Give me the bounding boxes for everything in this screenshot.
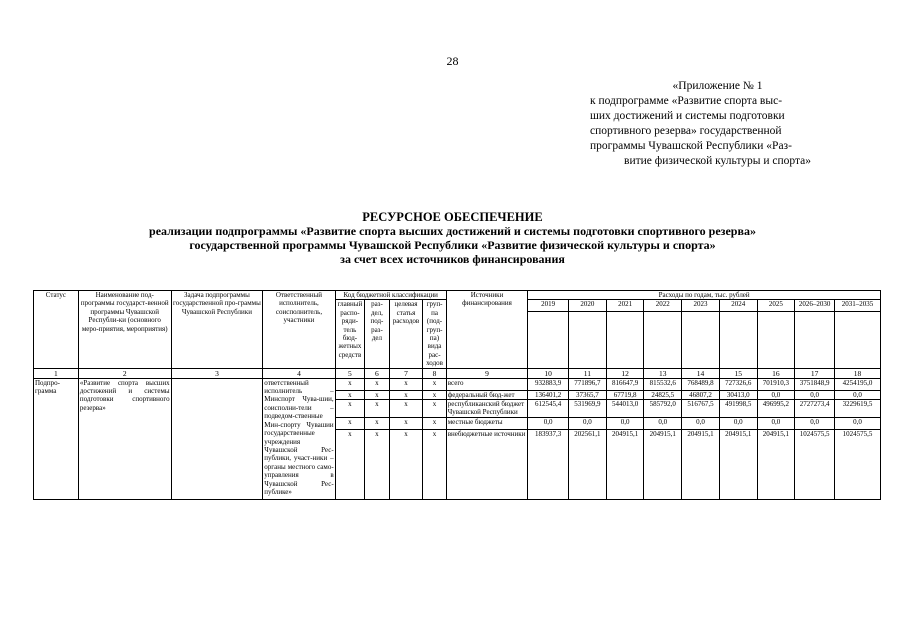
header-budget-target: целевая статья расходов [389, 300, 423, 368]
value-cell: 932883,9 [528, 378, 569, 390]
value-cell: 1024575,5 [795, 429, 835, 499]
value-cell: 0,0 [795, 390, 835, 399]
column-number: 2 [78, 368, 171, 378]
code-cell: x [365, 378, 389, 390]
source-cell: внебюджетные источники [446, 429, 528, 499]
code-cell: x [423, 390, 446, 399]
column-number: 9 [446, 368, 528, 378]
value-cell: 0,0 [757, 390, 795, 399]
value-cell: 491998,5 [719, 400, 757, 418]
value-cell: 0,0 [528, 417, 569, 429]
value-cell: 531969,9 [569, 400, 607, 418]
document-title [0, 210, 905, 266]
code-cell: x [389, 400, 423, 418]
header-year: 2026–2030 [795, 300, 835, 311]
value-cell: 0,0 [795, 417, 835, 429]
value-cell: 0,0 [719, 417, 757, 429]
value-cell: 67719,8 [606, 390, 644, 399]
value-cell: 768489,8 [682, 378, 720, 390]
header-year: 2019 [528, 300, 569, 311]
value-cell: 0,0 [682, 417, 720, 429]
value-cell: 46807,2 [682, 390, 720, 399]
code-cell: x [335, 378, 365, 390]
value-cell: 612545,4 [528, 400, 569, 418]
code-cell: x [423, 378, 446, 390]
status-cell: Подпро-грамма [34, 378, 79, 499]
code-cell: x [389, 378, 423, 390]
column-number: 17 [795, 368, 835, 378]
column-number: 13 [644, 368, 682, 378]
appendix-body-line: программы Чувашской Республики «Раз- [590, 140, 792, 152]
value-cell: 202561,1 [569, 429, 607, 499]
appendix-body-line: к подпрограмме «Развитие спорта выс- [590, 95, 783, 107]
value-cell: 544013,0 [606, 400, 644, 418]
value-cell: 2727273,4 [795, 400, 835, 418]
value-cell: 204915,1 [719, 429, 757, 499]
appendix-body-line: витие физической культуры и спорта» [624, 155, 811, 167]
column-number: 15 [719, 368, 757, 378]
value-cell: 204915,1 [644, 429, 682, 499]
column-number: 7 [389, 368, 423, 378]
value-cell: 0,0 [606, 417, 644, 429]
header-status: Статус [34, 291, 79, 369]
value-cell: 136401,2 [528, 390, 569, 399]
column-number: 16 [757, 368, 795, 378]
value-cell: 0,0 [757, 417, 795, 429]
resource-table [33, 290, 881, 500]
code-cell: x [389, 429, 423, 499]
value-cell: 0,0 [835, 390, 881, 399]
value-cell: 0,0 [644, 417, 682, 429]
header-year: 2031–2035 [835, 300, 881, 311]
header-budget-section: раз-дел, под-раз-дел [365, 300, 389, 368]
header-year: 2022 [644, 300, 682, 311]
title-state-program: государственной программы Чувашской Республики «Развитие физической культуры и спорта» [189, 238, 716, 252]
code-cell: x [389, 417, 423, 429]
source-cell: всего [446, 378, 528, 390]
task-cell [171, 378, 263, 499]
header-year: 2020 [569, 300, 607, 311]
value-cell: 516767,5 [682, 400, 720, 418]
code-cell: x [335, 400, 365, 418]
header-year: 2025 [757, 300, 795, 311]
code-cell: x [423, 429, 446, 499]
value-cell: 30413,0 [719, 390, 757, 399]
code-cell: x [423, 417, 446, 429]
value-cell: 496995,2 [757, 400, 795, 418]
title-sources: за счет всех источников финансирования [340, 252, 565, 266]
code-cell: x [365, 429, 389, 499]
value-cell: 727326,6 [719, 378, 757, 390]
column-number: 14 [682, 368, 720, 378]
header-year: 2024 [719, 300, 757, 311]
page-number: 28 [446, 54, 459, 68]
value-cell: 771896,7 [569, 378, 607, 390]
code-cell: x [389, 390, 423, 399]
code-cell: x [423, 400, 446, 418]
column-number: 6 [365, 368, 389, 378]
subprogram-name-cell: «Развитие спорта высших достижений и системы подготовки спортивного резерва» [78, 378, 171, 499]
source-cell: республиканский бюджет Чувашской Республики [446, 400, 528, 418]
code-cell: x [335, 417, 365, 429]
value-cell: 3229619,5 [835, 400, 881, 418]
header-budget-group: груп-па (под-груп-па) вида рас-ходов [423, 300, 446, 368]
code-cell: x [335, 390, 365, 399]
value-cell: 37365,7 [569, 390, 607, 399]
appendix-body-line: спортивного резерва» государственной [590, 125, 782, 137]
column-number: 8 [423, 368, 446, 378]
header-executor: Ответственный исполнитель, соисполнитель, участники [263, 291, 335, 369]
header-sources: Источники финансирования [446, 291, 528, 369]
code-cell: x [365, 400, 389, 418]
appendix-heading: «Приложение № 1 [672, 80, 763, 92]
code-cell: x [365, 390, 389, 399]
column-number-row [34, 368, 881, 378]
header-task: Задача подпрограммы государственной про-граммы Чувашской Республики [171, 291, 263, 369]
header-name: Наименование под-программы государст-венной программы Чувашской Республи-ки (основного меро-приятия, мероприятия) [78, 291, 171, 369]
column-number: 5 [335, 368, 365, 378]
appendix-note [590, 79, 845, 169]
header-row [34, 291, 881, 300]
header-year: 2021 [606, 300, 644, 311]
code-cell: x [365, 417, 389, 429]
title-subprogram: реализации подпрограммы «Развитие спорта высших достижений и системы подготовки спортивного резерва» [149, 224, 756, 238]
header-budget-code: Код бюджетной классификации [335, 291, 446, 300]
value-cell: 3751848,9 [795, 378, 835, 390]
value-cell: 0,0 [835, 417, 881, 429]
column-number: 3 [171, 368, 263, 378]
executor-cell: ответственный исполнитель – Минспорт Чува-шии, соисполни-тели – подведом-ственные Мин-спорту Чувашии государственные учреждения Чувашской Рес-публики, участ-ники – органы местного само-управления в Чувашской Рес-публике» [263, 378, 335, 499]
header-expenses: Расходы по годам, тыс. рублей [528, 291, 881, 300]
value-cell: 204915,1 [682, 429, 720, 499]
value-cell: 183937,3 [528, 429, 569, 499]
value-cell: 4254195,0 [835, 378, 881, 390]
code-cell: x [335, 429, 365, 499]
column-number: 4 [263, 368, 335, 378]
appendix-body-line: ших достижений и системы подготовки [590, 110, 785, 122]
header-year: 2023 [682, 300, 720, 311]
column-number: 10 [528, 368, 569, 378]
value-cell: 0,0 [569, 417, 607, 429]
column-number: 11 [569, 368, 607, 378]
column-number: 12 [606, 368, 644, 378]
column-number: 18 [835, 368, 881, 378]
source-cell: местные бюджеты [446, 417, 528, 429]
value-cell: 204915,1 [757, 429, 795, 499]
title-main: РЕСУРСНОЕ ОБЕСПЕЧЕНИЕ [362, 210, 543, 224]
value-cell: 585792,0 [644, 400, 682, 418]
value-cell: 701910,3 [757, 378, 795, 390]
value-cell: 1024575,5 [835, 429, 881, 499]
column-number: 1 [34, 368, 79, 378]
header-budget-main: главный распо-ряди-тель бюд-жетных средств [335, 300, 365, 368]
value-cell: 815532,6 [644, 378, 682, 390]
value-cell: 204915,1 [606, 429, 644, 499]
table-row [34, 378, 881, 390]
value-cell: 24825,5 [644, 390, 682, 399]
value-cell: 816647,9 [606, 378, 644, 390]
source-cell: федеральный бюд-жет [446, 390, 528, 399]
